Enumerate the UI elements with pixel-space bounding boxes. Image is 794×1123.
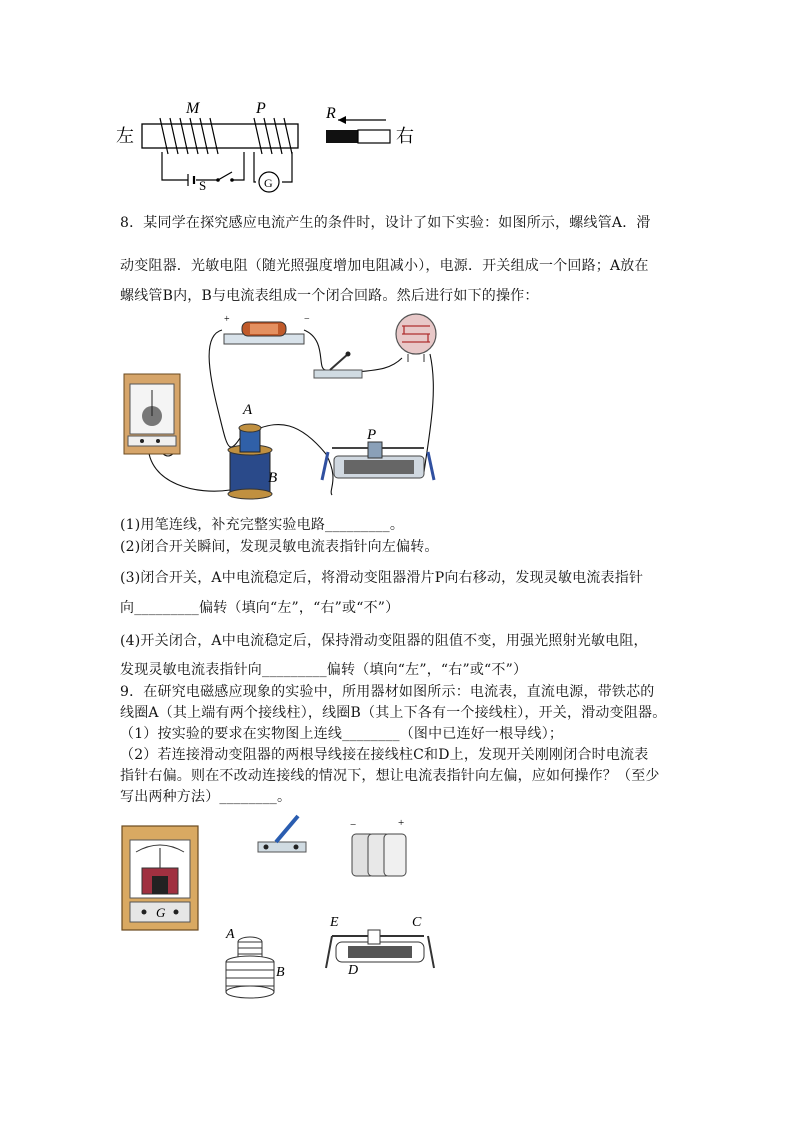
label-P: P (256, 100, 266, 117)
q8-sub-2: (2)闭合开关瞬间，发现灵敏电流表指针向左偏转。 (120, 539, 439, 555)
left-label: 左 (116, 126, 134, 146)
figure-q8-apparatus (118, 310, 458, 505)
rheostat-q9 (326, 930, 434, 968)
q8-sub-3-line-1: (3)闭合开关，A中电流稳定后，将滑动变阻器滑片P向右移动，发现灵敏电流表指针 (120, 570, 644, 586)
label-A: A (243, 402, 253, 418)
battery-minus-label: − (304, 314, 310, 325)
q9-line-2: 线圈A（其上端有两个接线柱），线圈B（其上下各有一个接线柱），开关，滑动变阻器。 (120, 705, 667, 721)
q9-line-5: 指针右偏。则在不改动连接线的情况下，想让电流表指针向左偏，应如何操作？（至少 (120, 768, 660, 784)
magnet-light-half (358, 130, 390, 143)
figure-solenoid-circuit (116, 96, 416, 196)
label-G: G (264, 176, 273, 190)
q8-sub-4-line-2: 发现灵敏电流表指针向_________偏转（填向“左”，“右”或“不”） (120, 662, 528, 678)
rheostat (322, 442, 434, 480)
q9-line-6: 写出两种方法）________。 (120, 789, 292, 805)
label-B-q9: B (276, 965, 285, 980)
label-S: S (199, 178, 207, 193)
q8-sub-3-line-2: 向_________偏转（填向“左”，“右”或“不”） (120, 600, 400, 616)
q9-line-4: （2）若连接滑动变阻器的两根导线接在接线柱C和D上，发现开关刚刚闭合时电流表 (120, 747, 649, 763)
battery-minus-label-q9: − (350, 819, 357, 831)
label-E: E (330, 915, 339, 930)
switch-q9 (258, 816, 306, 852)
label-A-q9: A (226, 927, 235, 942)
label-M: M (186, 100, 200, 117)
magnet-dark-half (326, 130, 358, 143)
solenoid-diagram (116, 96, 416, 196)
label-D: D (348, 963, 359, 978)
q8-line-2: 动变阻器．光敏电阻（随光照强度增加电阻减小），电源．开关组成一个回路；A放在 (120, 258, 649, 274)
right-label: 右 (396, 126, 414, 146)
battery-plus-label-q9: + (398, 817, 405, 829)
galvanometer-q9 (122, 826, 198, 930)
q9-line-1: 9．在研究电磁感应现象的实验中，所用器材如图所示：电流表，直流电源，带铁芯的 (120, 684, 655, 700)
meter-label-G: G (156, 905, 166, 920)
battery (224, 314, 310, 344)
q8-line-3: 螺线管B内，B与电流表组成一个闭合回路。然后进行如下的操作： (120, 288, 539, 304)
label-C: C (412, 915, 422, 930)
label-R: R (326, 105, 336, 122)
q8-line-1: 8．某同学在探究感应电流产生的条件时，设计了如下实验：如图所示，螺线管A．滑 (120, 215, 651, 231)
battery-q9 (350, 817, 406, 876)
q9-line-3: （1）按实验的要求在实物图上连线________（图中已连好一根导线）； (120, 726, 564, 742)
galvanometer (124, 374, 180, 454)
q8-sub-4-line-1: (4)开关闭合，A中电流稳定后，保持滑动变阻器的阻值不变，用强光照射光敏电阻， (120, 633, 648, 649)
figure-q9-apparatus (118, 812, 448, 1007)
battery-plus-label: + (224, 314, 230, 325)
coils-q9 (226, 937, 274, 998)
label-P-rheostat: P (367, 427, 377, 443)
coils-a-b (228, 424, 272, 499)
label-B: B (268, 470, 278, 486)
q8-sub-1: (1)用笔连线，补充完整实验电路_________。 (120, 517, 405, 533)
